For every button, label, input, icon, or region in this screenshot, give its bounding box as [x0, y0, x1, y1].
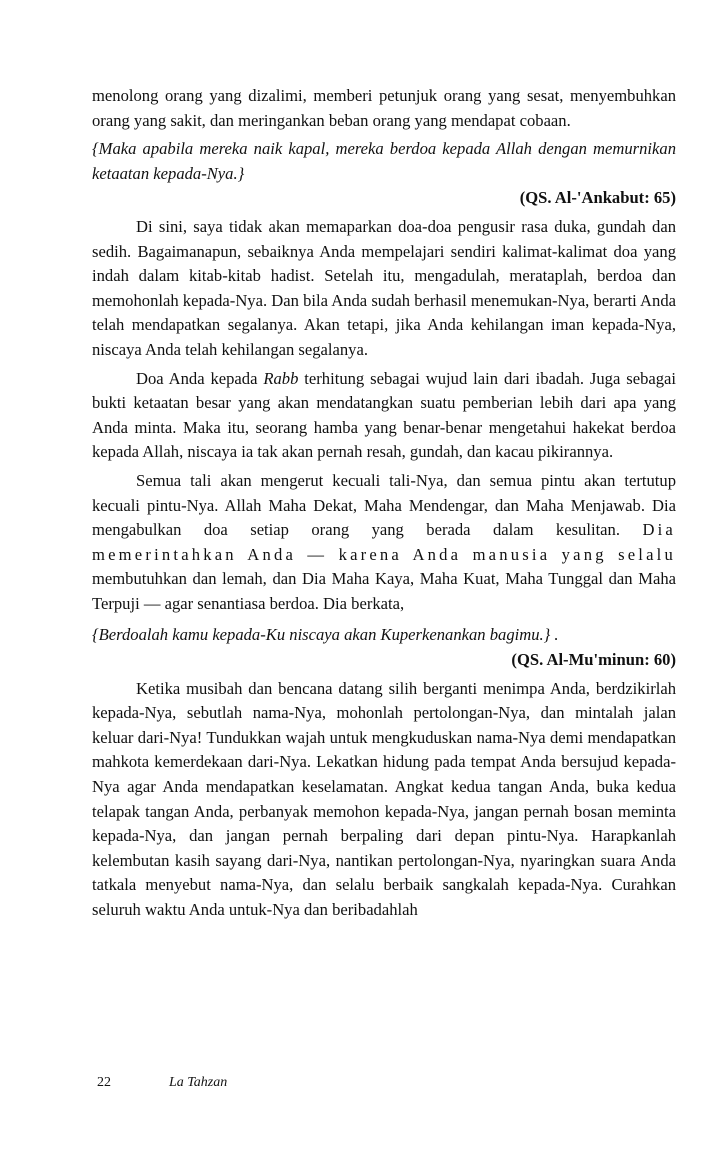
paragraph-doa-intro: Di sini, saya tidak akan memaparkan doa-doa pengusir rasa duka, gundah dan sedih. Bagaimanapun, sebaiknya Anda mempelajari sendiri kalimat-kalimat doa yang indah dalam kitab-kitab hadist. Setelah itu, mengadulah, merataplah, berdoa dan memohonlah kepada-Nya. Dan bila Anda sudah berhasil menemukan-Nya, berarti Anda telah mendapatkan segalanya. Akan tetapi, jika Anda kehilangan iman kepada-Nya, niscaya Anda telah kehilangan segalanya. — [92, 216, 676, 359]
page-body — [92, 84, 676, 923]
emphasis-rabb: Rabb — [263, 368, 299, 388]
paragraph-musibah: Ketika musibah dan bencana datang silih berganti menimpa Anda, berdzikirlah kepada-Nya, sebutlah nama-Nya, mohonlah pertolongan-Nya, dan mintalah jalan keluar dari-Nya! Tundukkan wajah untuk mengkuduskan nama-Nya demi mendapatkan mahkota kemerdekaan dari-Nya. Lekatkan hidung pada tempat Anda bersujud kepada-Nya agar Anda mendapatkan keselamatan. Angkat kedua tangan Anda, buka kedua telapak tangan Anda, perbanyak memohon kepada-Nya, jangan pernah bosan meminta kepada-Nya, dan jangan pernah berpaling dari depan pintu-Nya. Harapkanlah kelembutan kasih sayang dari-Nya, nantikan pertolongan-Nya, nyaringkan suara Anda tatkala menyebut nama-Nya, dan selalu berbaik sangkalah kepada-Nya. Curahkan seluruh waktu Anda untuk-Nya dan beribadahlah — [92, 678, 676, 919]
text-segment: terhitung sebagai wujud lain dari ibadah. Juga sebagai bukti ketaatan besar yang akan mendatangkan suatu pemberian lebih dari apa yang Anda minta. Maka itu, seorang hamba yang benar-benar mengetahui hakekat berdoa kepada Allah, niscaya ia tak akan pernah resah, gundah, dan kacau pikirannya. — [92, 368, 677, 462]
text-segment-spaced: Dia memerintahkan Anda — karena Anda manusia yang selalu — [92, 520, 676, 564]
book-title: La Tahzan — [169, 1075, 228, 1090]
quote-reference-muminun: (QS. Al-Mu'minun: 60) — [511, 650, 676, 670]
quran-quote-ankabut: {Maka apabila mereka naik kapal, mereka berdoa kepada Allah dengan memurnikan ketaatan kepada-Nya.} — [92, 139, 676, 183]
paragraph-continuation: menolong orang yang dizalimi, memberi petunjuk orang yang sesat, menyembuhkan orang yang sakit, dan meringankan beban orang yang mendapat cobaan. — [92, 86, 676, 130]
page-number: 22 — [97, 1075, 111, 1090]
text-segment: membutuhkan dan lemah, dan Dia Maha Kaya, Maha Kuat, Maha Tunggal dan Maha Terpuji — agar senantiasa berdoa. Dia berkata, — [92, 569, 676, 613]
page-footer — [97, 1074, 227, 1092]
text-segment: Doa Anda kepada — [136, 368, 264, 388]
paragraph-tali-pintu — [92, 469, 676, 617]
text-segment: Semua tali akan mengerut kecuali tali-Nya, dan semua pintu akan tertutup kecuali pintu-Nya. Allah Maha Dekat, Maha Mendengar, dan Maha Menjawab. Dia mengabulkan doa setiap orang yang berada dalam kesulitan. — [92, 470, 676, 540]
quran-quote-muminun: {Berdoalah kamu kepada-Ku niscaya akan Kuperkenankan bagimu.} . — [92, 625, 559, 645]
quote-reference-ankabut: (QS. Al-'Ankabut: 65) — [519, 188, 676, 208]
paragraph-doa-ibadah — [92, 367, 676, 465]
